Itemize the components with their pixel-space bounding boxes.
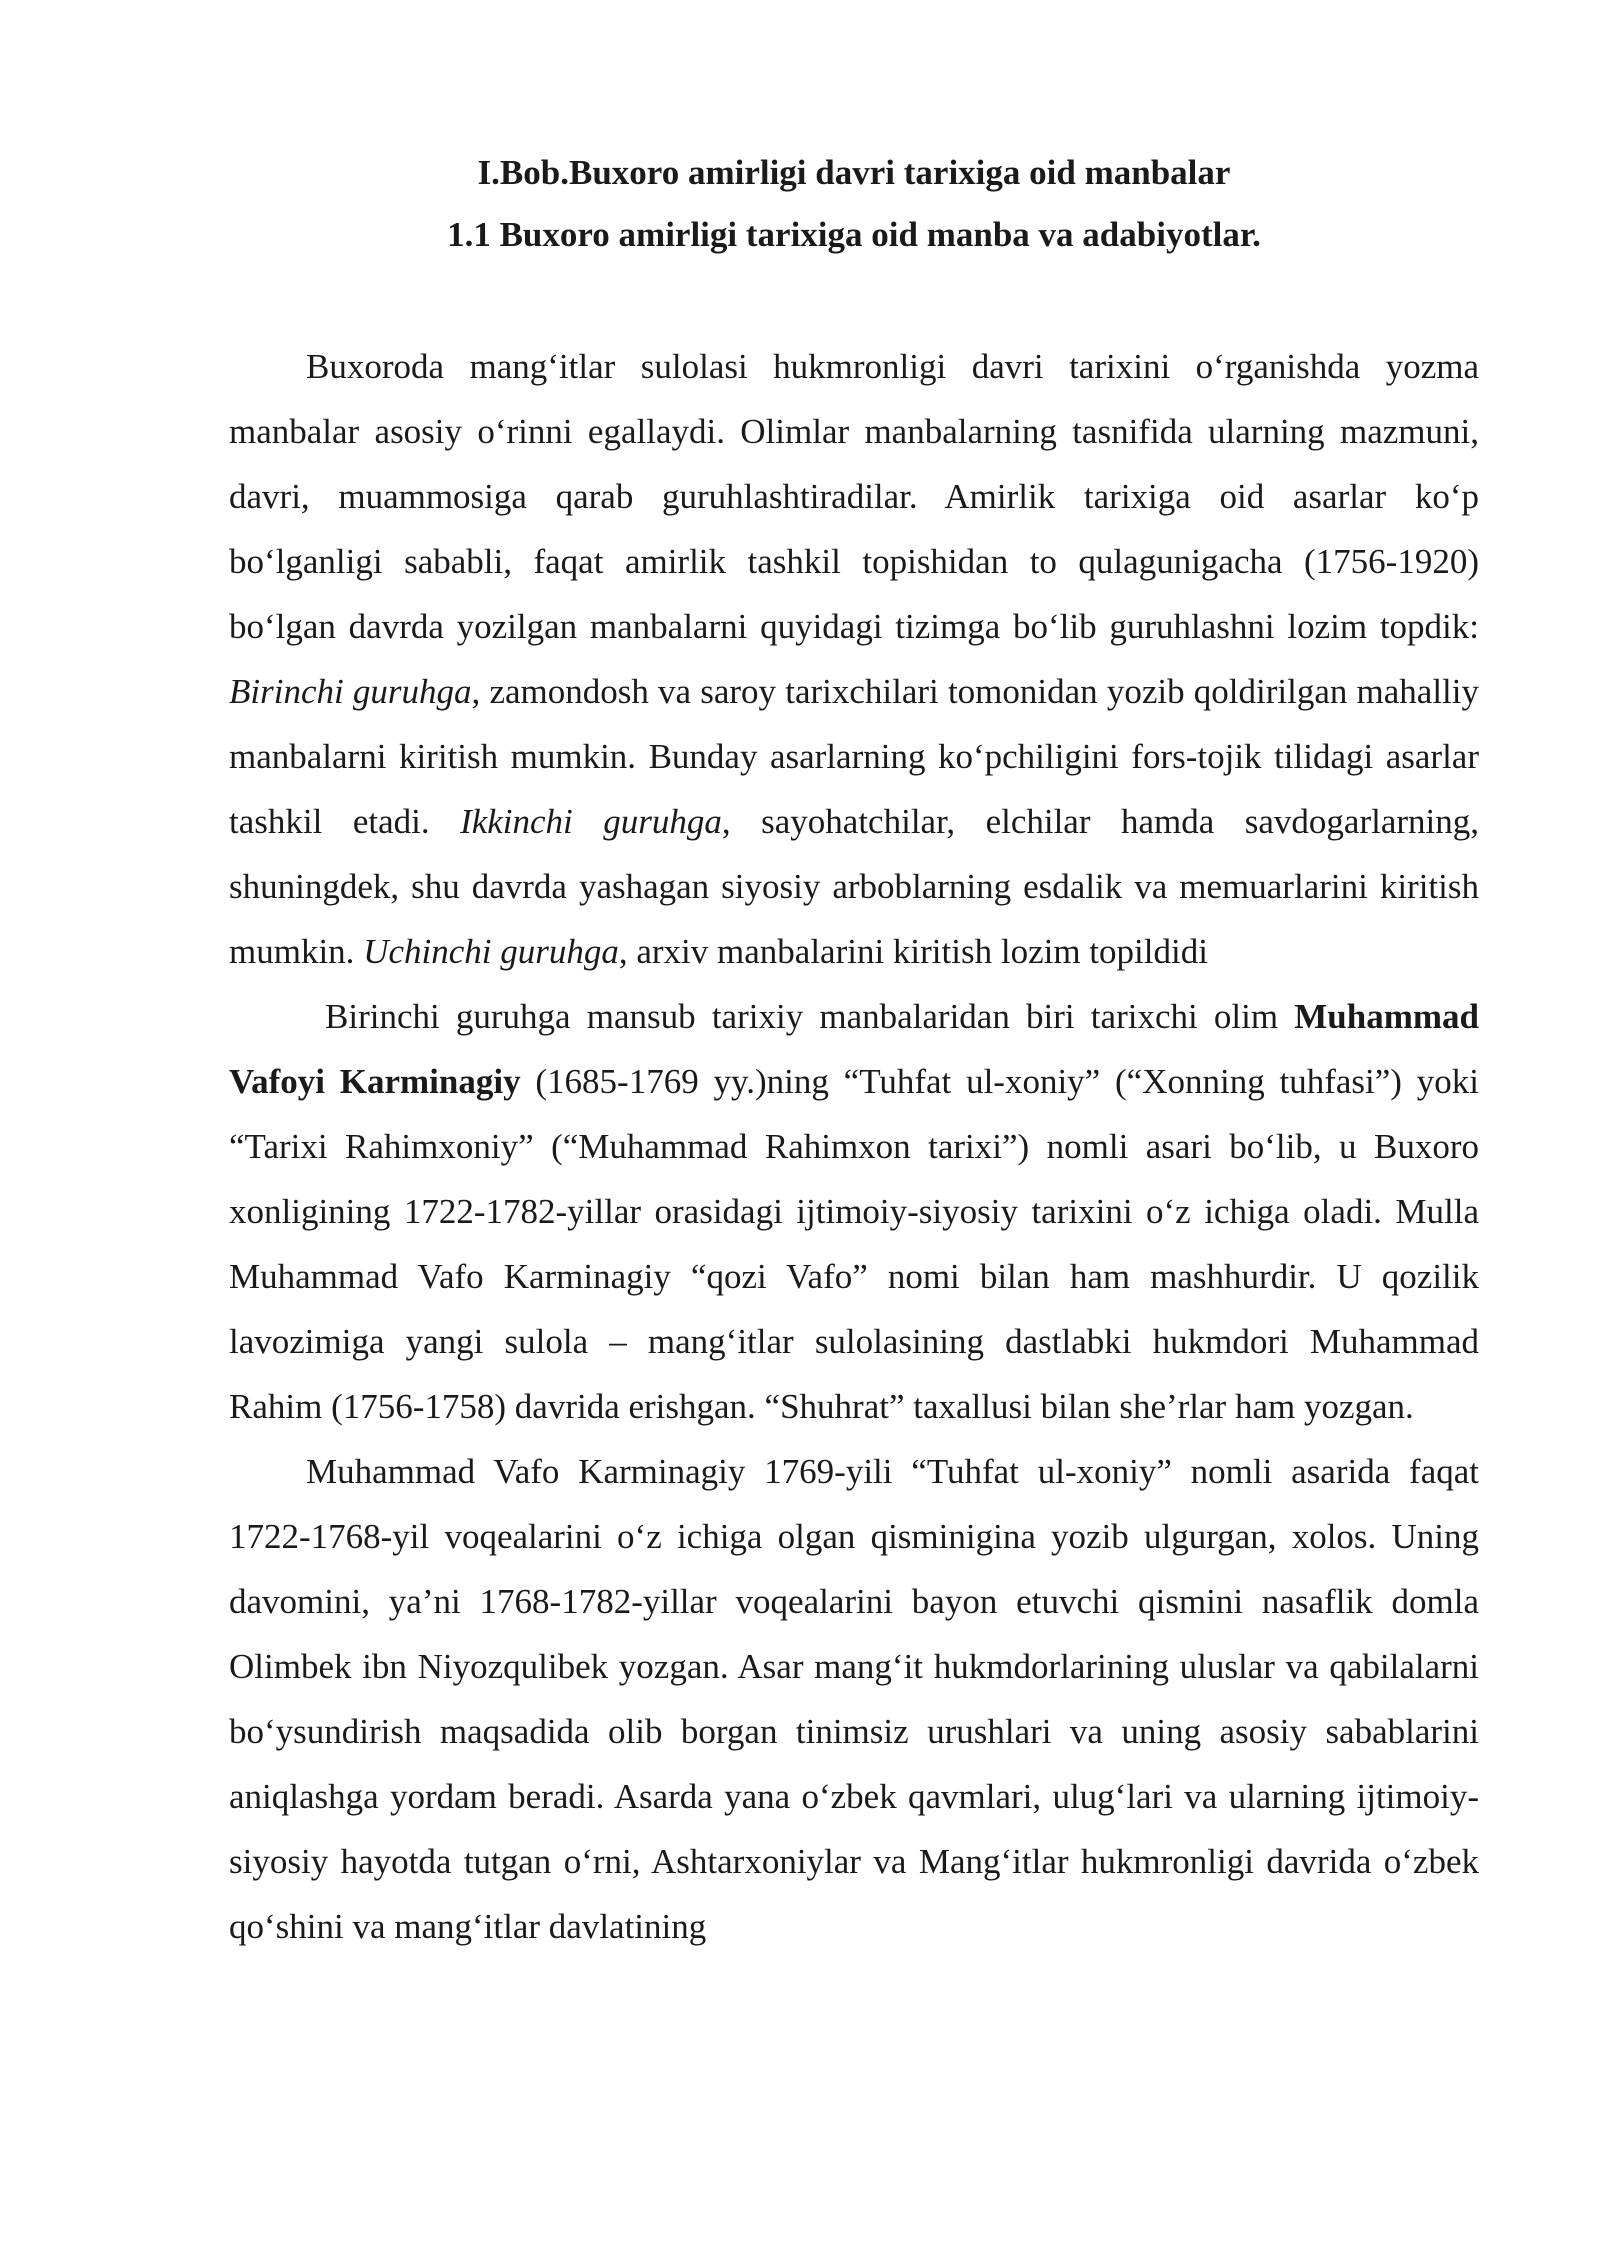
paragraph-1-italic-1: Birinchi guruhga xyxy=(229,672,472,711)
paragraph-1-text-2: , zamondosh va saroy tarixchilari tomonidan yozib qoldirilgan mahalliy manbalarni kiritish mumkin. Bunday asarlarning ko‘pchiligini fors-tojik tilidagi asarlar tashkil etadi. xyxy=(229,672,1480,841)
paragraph-1-text-3: , sayohatchilar, elchilar hamda savdogarlarning, shuningdek, shu davrda yashagan siyosiy arboblarning esdalik va memuarlarini kiritish mumkin. xyxy=(229,802,1479,971)
paragraph-1-text-1: Buxoroda mang‘itlar sulolasi hukmronligi davri tarixini o‘rganishda yozma manbalar asosiy o‘rinni egallaydi. Olimlar manbalarning tasnifida ularning mazmuni, davri, muammosiga qarab guruhlashtiradilar. Amirlik tarixiga oid asarlar ko‘p bo‘lganligi sababli, faqat amirlik tashkil topishidan to qulagunigacha (1756-1920) bo‘lgan davrda yozilgan manbalarni quyidagi tizimga bo‘lib guruhlashni lozim topdik: xyxy=(229,347,1479,646)
section-title: 1.1 Buxoro amirligi tarixiga oid manba va adabiyotlar. xyxy=(447,215,1261,254)
document-page xyxy=(229,148,1479,1959)
paragraph-1 xyxy=(229,334,1479,984)
paragraph-1-text-4: , arxiv manbalarini kiritish lozim topildidi xyxy=(618,932,1208,971)
paragraph-2-bold-1: Muhammad Vafoyi Karminagiy xyxy=(229,997,1479,1101)
paragraph-2-text-1: Birinchi guruhga mansub tarixiy manbalaridan biri tarixchi olim xyxy=(325,997,1295,1036)
paragraph-2-text-2: (1685-1769 yy.)ning “Tuhfat ul-xoniy” (“Xonning tuhfasi”) yoki “Tarixi Rahimxoniy” (“Muhammad Rahimxon tarixi”) nomli asari bo‘lib, u Buxoro xonligining 1722-1782-yillar orasidagi ijtimoiy-siyosiy tarixini o‘z ichiga oladi. Mulla Muhammad Vafo Karminagiy “qozi Vafo” nomi bilan ham mashhurdir. U qozilik lavozimiga yangi sulola – mang‘itlar sulolasining dastlabki hukmdori Muhammad Rahim (1756-1758) davrida erishgan. “Shuhrat” taxallusi bilan she’rlar ham yozgan. xyxy=(229,1062,1479,1426)
chapter-title: I.Bob.Buxoro amirligi davri tarixiga oid manbalar xyxy=(477,153,1231,192)
document-body xyxy=(229,334,1479,1959)
paragraph-2 xyxy=(229,984,1479,1439)
paragraph-1-italic-2: Ikkinchi guruhga xyxy=(460,802,722,841)
paragraph-1-italic-3: Uchinchi guruhga xyxy=(363,932,619,971)
paragraph-3: Muhammad Vafo Karminagiy 1769-yili “Tuhfat ul-xoniy” nomli asarida faqat 1722-1768-yil voqealarini o‘z ichiga olgan qisminigina yozib ulgurgan, xolos. Uning davomini, ya’ni 1768-1782-yillar voqealarini bayon etuvchi qismini nasaflik domla Olimbek ibn Niyozqulibek yozgan. Asar mang‘it hukmdorlarining uluslar va qabilalarni bo‘ysundirish maqsadida olib borgan tinimsiz urushlari va uning asosiy sabablarini aniqlashga yordam beradi. Asarda yana o‘zbek qavmlari, ulug‘lari va ularning ijtimoiy-siyosiy hayotda tutgan o‘rni, Ashtarxoniylar va Mang‘itlar hukmronligi davrida o‘zbek qo‘shini va mang‘itlar davlatining xyxy=(229,1452,1479,1946)
